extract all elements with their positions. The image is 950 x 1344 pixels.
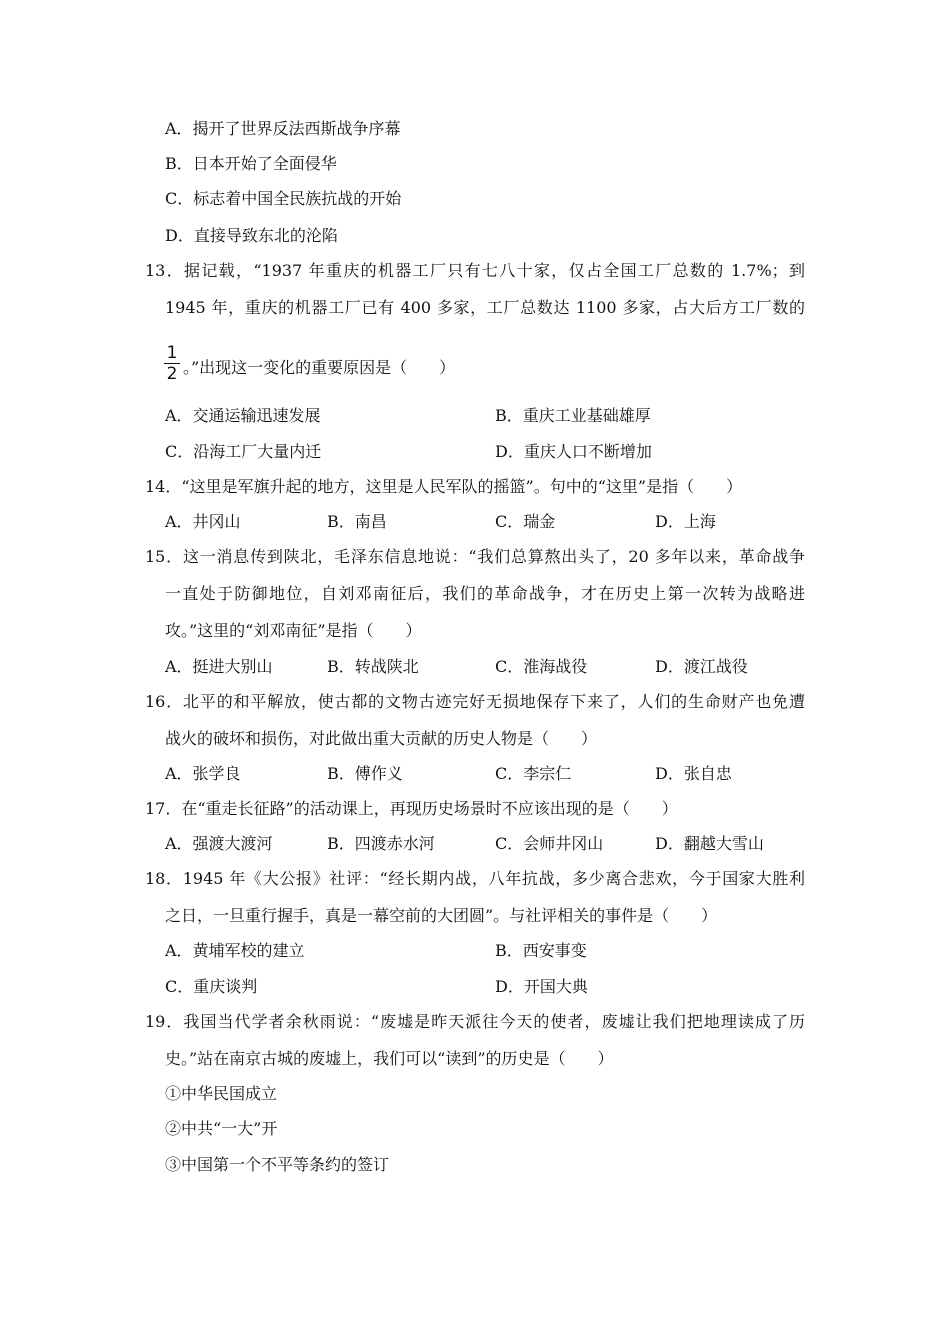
q19-stem-line2: 史。”站在南京古城的废墟上，我们可以“读到”的历史是（ ） — [165, 1049, 614, 1068]
q15-option-a: A．挺进大别山 — [165, 657, 273, 676]
q18-option-c: C．重庆谈判 — [165, 977, 258, 996]
q18-stem-line2: 之日，一旦重行握手，真是一幕空前的大团圆”。与社评相关的事件是（ ） — [165, 906, 718, 925]
q18-option-a: A．黄埔军校的建立 — [165, 941, 305, 960]
q19-item-1: ①中华民国成立 — [165, 1084, 278, 1103]
q19-item-3: ③中国第一个不平等条约的签订 — [165, 1155, 390, 1174]
q17-option-c: C．会师井冈山 — [495, 834, 604, 853]
q12-option-d: D．直接导致东北的沦陷 — [165, 226, 338, 245]
q16-stem-line2: 战火的破坏和损伤，对此做出重大贡献的历史人物是（ ） — [165, 729, 598, 748]
q14-option-b: B．南昌 — [327, 512, 387, 531]
q14-option-d: D．上海 — [655, 512, 716, 531]
q15-option-b: B．转战陕北 — [327, 657, 419, 676]
q15-stem-line2: 一直处于防御地位，自刘邓南征后，我们的革命战争，才在历史上第一次转为战略进 — [165, 584, 805, 603]
fraction-numerator: 1 — [166, 343, 178, 363]
q15-option-c: C．淮海战役 — [495, 657, 588, 676]
q13-fraction — [163, 344, 181, 383]
q18-option-b: B．西安事变 — [495, 941, 587, 960]
q16-option-b: B．傅作义 — [327, 764, 403, 783]
q16-option-a: A．张学良 — [165, 764, 241, 783]
q14-option-a: A．井冈山 — [165, 512, 241, 531]
q16-stem-line1: 16．北平的和平解放，使古都的文物古迹完好无损地保存下来了，人们的生命财产也免遭 — [145, 692, 805, 711]
q18-option-d: D．开国大典 — [495, 977, 588, 996]
q16-option-c: C．李宗仁 — [495, 764, 572, 783]
q17-stem: 17．在“重走长征路”的活动课上，再现历史场景时不应该出现的是（ ） — [145, 799, 678, 818]
q12-option-c: C．标志着中国全民族抗战的开始 — [165, 189, 402, 208]
fraction-denominator: 2 — [166, 364, 178, 384]
q16-option-d: D．张自忠 — [655, 764, 732, 783]
q19-item-2: ②中共“一大”开 — [165, 1119, 278, 1138]
q13-stem-line2: 1945 年，重庆的机器工厂已有 400 多家，工厂总数达 1100 多家，占大后方工厂数的 — [165, 298, 805, 317]
q17-option-b: B．四渡赤水河 — [327, 834, 435, 853]
q18-stem-line1: 18．1945 年《大公报》社评：“经长期内战，八年抗战，多少离合悲欢，今于国家大胜利 — [145, 869, 805, 888]
q13-option-a: A．交通运输迅速发展 — [165, 406, 321, 425]
q17-option-a: A．强渡大渡河 — [165, 834, 273, 853]
q12-option-b: B．日本开始了全面侵华 — [165, 154, 337, 173]
q14-stem: 14．“这里是军旗升起的地方，这里是人民军队的摇篮”。句中的“这里”是指（ ） — [145, 477, 743, 496]
q13-option-b: B．重庆工业基础雄厚 — [495, 406, 651, 425]
q12-option-a: A．揭开了世界反法西斯战争序幕 — [165, 119, 401, 138]
q15-option-d: D．渡江战役 — [655, 657, 748, 676]
q19-stem-line1: 19．我国当代学者余秋雨说：“废墟是昨天派往今天的使者，废墟让我们把地理读成了历 — [145, 1012, 805, 1031]
q13-stem-line3: 。”出现这一变化的重要原因是（ ） — [183, 358, 456, 377]
q17-option-d: D．翻越大雪山 — [655, 834, 764, 853]
q15-stem-line1: 15．这一消息传到陕北，毛泽东信息地说：“我们总算熬出头了，20 多年以来，革命战争 — [145, 547, 805, 566]
q13-stem-line1: 13．据记载，“1937 年重庆的机器工厂只有七八十家，仅占全国工厂总数的 1.7%；到 — [145, 261, 805, 280]
q14-option-c: C．瑞金 — [495, 512, 556, 531]
q13-option-d: D．重庆人口不断增加 — [495, 442, 652, 461]
q15-stem-line3: 攻。”这里的“刘邓南征”是指（ ） — [165, 621, 422, 640]
q13-option-c: C．沿海工厂大量内迁 — [165, 442, 322, 461]
